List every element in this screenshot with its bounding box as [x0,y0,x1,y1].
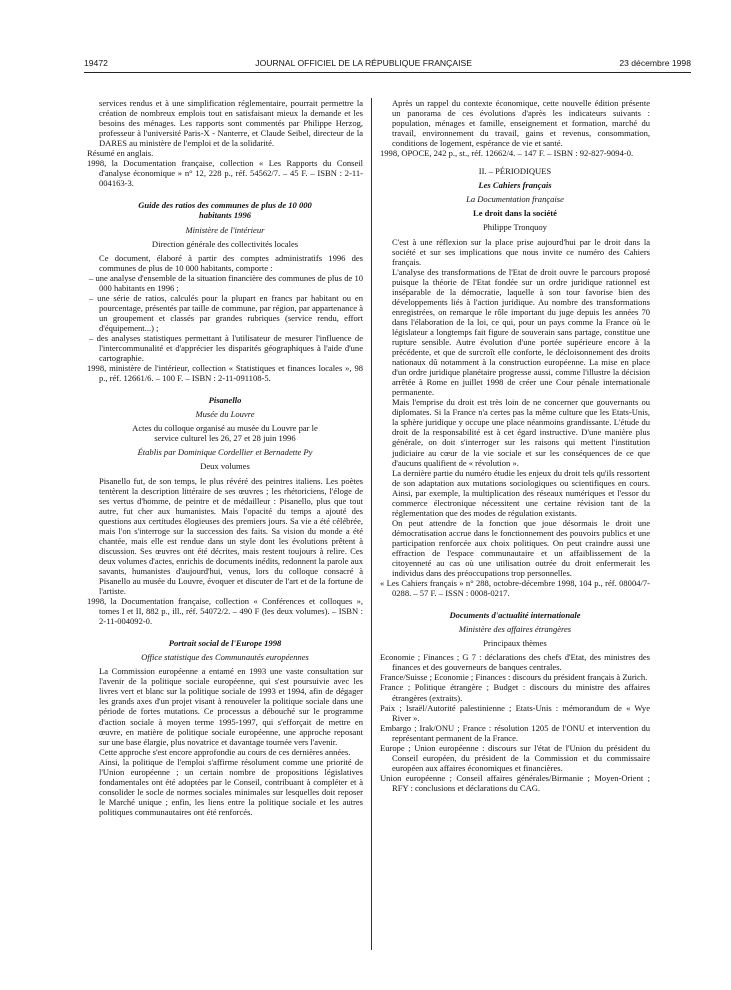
cahiers-subtitle: Le droit dans la société [473,208,557,219]
documents-ministry: Ministère des affaires étrangères [458,624,572,635]
cahiers-author: Philippe Tronquoy [483,222,547,233]
pisanello-museum: Musée du Louvre [195,409,255,420]
cahiers-paragraph: La dernière partie du numéro étudie les enjeux du droit tels qu'ils ressortent de son adaptation aux mutations sociologiques ou scientifiques en cours. Ainsi, par exemple, la multiplication des réseaux numériques et l'essor du commerce électronique nécessitent une certaine révision tant de la réglementation que des modes de régulation existants. [392,467,650,518]
cahiers-publisher: La Documentation française [466,194,564,205]
page-number: 19472 [84,58,108,68]
cahiers-paragraph: L'analyse des transformations de l'Etat de droit ouvre le parcours proposé puisque la théorie de l'Etat fondée sur un ordre juridique rationnel est inséparable de la démocratie, laquelle à son tour favorise bien des développements liés à l'action juridique. Au nombre des transformations enregistrées, on remarque le rôle important du juge depuis les années 70 dans l'élaboration de la loi, ce qui, pour un pays comme la France où le législateur a longtemps fait figure de souverain sans partage, constitue une rupture sensible. Autre évolution d'une portée supérieure encore à la précédente, et que de surcroît elle conforte, le décloisonnement des droits nationaux dû notamment à la construction européenne. La mise en place d'un ordre juridique planétaire progresse aussi, comme l'illustre la décision arrêtée à Rome en juillet 1998 de créer une Cour pénale internationale permanente. [392,266,650,398]
left-column [87,98,363,817]
guide-intro: Ce document, élaboré à partir des comptes administratifs 1996 des communes de plus de 10 000 habitants, comporte : [99,252,363,273]
header-divider [84,72,691,73]
cahiers-paragraph: On peut attendre de la fonction que joue désormais le droit une démocratisation accrue dans le fonctionnement des pouvoirs publics et une participation renforcée aux choix politiques. On peut craindre aussi une effraction de l'espace communautaire et un affaiblissement de la citoyenneté au cas où une utilisation outrée du droit enfermerait les individus dans des préoccupations trop personnelles. [392,517,650,579]
guide-reference: 1998, ministère de l'intérieur, collection « Statistiques et finances locales », 98 p., réf. 12661/6. – 100 F. – ISBN : 2-11-091108-5. [87,363,363,384]
portrait-paragraph: Cette approche s'est encore approfondie au cours de ces dernières années. [99,746,351,757]
guide-direction: Direction générale des collectivités locales [151,238,299,249]
guide-item: – une série de ratios, calculés pour la plupart en francs par habitant ou en pourcentage, présentés par taille de commune, par région, par appartenance à un groupement et classés par grandes rubriques (service rendu, effort d'équipement...) ; [89,292,363,333]
theme-entry: Economie ; Finances ; G 7 : déclarations des chefs d'Etat, des ministres des finances et des gouverneurs de banques centrales. [380,652,650,673]
right-column [380,98,650,793]
continued-text: Après un rappel du contexte économique, cette nouvelle édition présente un panorama de ces évolutions d'après les indicateurs suivants : population, ménages et famille, enseignement et formation, marché du travail, environnement du travail, gains et revenus, consommation, conditions de logement, espérance de vie et santé. [392,98,650,149]
pisanello-reference: 1998, la Documentation française, collection « Conférences et colloques », tomes I et II, 882 p., ill., réf. 54072/2. – 490 F (les deux volumes). – ISBN : 2-11-004092-0. [87,596,363,627]
continued-reference: 1998, OPOCE, 242 p., st., réf. 12662/4. – 147 F. – ISBN : 92-827-9094-0. [380,148,634,159]
guide-ministry: Ministère de l'intérieur [185,224,265,235]
documents-title: Documents d'actualité internationale [449,610,581,621]
theme-entry: Europe ; Union européenne : discours sur l'état de l'Union du président du Conseil européen, du président de la Commission et du commissaire européen aux affaires économiques et financières. [380,742,650,773]
portrait-office: Office statistique des Communautés européennes [141,652,309,663]
documents-themes-label: Principaux thèmes [483,638,547,649]
cahiers-paragraph: C'est à une réflexion sur la place prise aujourd'hui par le droit dans la société et sur ses implications que nous invite ce numéro des Cahiers français. [392,236,650,267]
portrait-title: Portrait social de l'Europe 1998 [168,638,282,649]
pisanello-title: Pisanello [208,395,242,406]
guide-item: – une analyse d'ensemble de la situation financière des communes de plus de 10 000 habitants en 1996 ; [89,272,363,293]
theme-entry: France/Suisse ; Economie ; Finances : discours du président français à Zurich. [380,672,648,683]
theme-entry: Paix ; Israël/Autorité palestinienne ; Etats-Unis : mémorandum de « Wye River ». [380,702,650,723]
guide-title: Guide des ratios des communes de plus de 10 000 habitants 1996 [138,200,312,221]
cahiers-reference: « Les Cahiers français » n° 288, octobre-décembre 1998, 104 p., réf. 08004/7-0288. – 57 F. – ISSN : 0008-0217. [380,578,650,599]
section-heading: II. – PÉRIODIQUES [478,166,552,177]
theme-entry: Union européenne ; Conseil affaires générales/Birmanie ; Moyen-Orient ; RFY : conclusions et déclarations du CAG. [380,772,650,793]
issue-date: 23 décembre 1998 [619,58,691,68]
pisanello-editors: Établis par Dominique Cordellier et Bernadette Py [137,447,313,458]
page-header [84,54,691,72]
portrait-paragraph: La Commission européenne a entamé en 1993 une vaste consultation sur l'avenir de la politique sociale européenne, qui s'est poursuivie avec les livres vert et blanc sur la politique sociale de 1993 et 1994, afin de dégager les grands axes d'un projet visant à renouveler la politique sociale dans une période de fortes mutations. Ce processus a débouché sur le programme d'action sociale à moyen terme 1995-1997, qui s'efforçait de mettre en œuvre, en matière de politique sociale européenne, une approche reposant sur une base élargie, plus novatrice et davantage tournée vers l'avenir. [99,666,363,747]
continued-text: services rendus et à une simplification réglementaire, pourrait permettre la création de nombreux emplois tout en satisfaisant mieux la demande et les besoins des ménages. Les rapports sont commentés par Philippe Herzog, professeur à l'université Paris-X - Nanterre, et Claude Seibel, directeur de la DARES au ministère de l'emploi et de la solidarité. [99,98,363,149]
theme-entry: Embargo ; Irak/ONU ; France : résolution 1205 de l'ONU et intervention du représentant permanent de la France. [380,722,650,743]
journal-title: JOURNAL OFFICIEL DE LA RÉPUBLIQUE FRANÇAISE [255,58,472,68]
theme-entry: France ; Politique étrangère ; Budget : discours du ministre des affaires étrangères (extraits). [380,682,650,703]
pisanello-body: Pisanello fut, de son temps, le plus révéré des peintres italiens. Les poètes tentèrent la description littéraire de ses œuvres ; les rhétoriciens, l'éloge de ses vertus d'homme, de peintre et de médailleur : Pisanello, plus que tout autre, fut cher aux humanistes. Mais l'opacité du temps a ajouté des questions aux certitudes élogieuses des premiers jours. Sa vie a été célébrée, mais l'on s'interroge sur la succession des faits. Sa vision du monde a été chantée, mais elle est rendue dans un style dont les évolutions prêtent à discussion. Ses œuvres ont été décrites, mais restent toujours à relire. Ces deux volumes d'actes, enrichis de documents inédits, redonnent la parole aux savants, humanistes d'aujourd'hui, venus, lors du colloque consacré à Pisanello au musée du Louvre, évoquer et discuter de l'art et de la fortune de l'artiste. [99,475,363,597]
column-divider [371,98,372,950]
continued-note: Résumé en anglais. [87,148,154,159]
portrait-paragraph: Ainsi, la politique de l'emploi s'affirme résolument comme une priorité de l'Union européenne ; un certain nombre de propositions législatives fondamentales ont été adoptées par le Conseil, contribuant à compléter et à consolider le socle de normes sociales minimales sur lesquelles doit reposer le Marché unique ; enfin, les liens entre la politique sociale et les autres politiques communautaires ont été renforcés. [99,756,363,817]
guide-item: – des analyses statistiques permettant à l'utilisateur de mesurer l'influence de l'intercommunalité et d'apprécier les disparités géographiques à l'aide d'une cartographie. [89,332,363,364]
pisanello-description: Actes du colloque organisé au musée du Louvre par le service culturel les 26, 27 et 28 juin 1996 [132,423,318,444]
pisanello-volumes: Deux volumes [200,461,250,472]
cahiers-paragraph: Mais l'emprise du droit est très loin de ne concerner que gouvernants ou diplomates. Si la France n'a certes pas la même culture que les Etats-Unis, la sphère juridique y occupe une place néanmoins grandissante. L'étude du droit de la responsabilité est à cet égard instructive. D'une manière plus générale, on doit s'interroger sur les raisons qui mettent l'institution judiciaire au cœur de la vie sociale et sur les conséquences de ce que d'aucuns qualifient de « révolution ». [392,397,650,468]
continued-reference: 1998, la Documentation française, collection « Les Rapports du Conseil d'analyse économique » n° 12, 228 p., réf. 54562/7. – 45 F. – ISBN : 2-11-004163-3. [87,158,363,189]
cahiers-title: Les Cahiers français [478,180,552,191]
